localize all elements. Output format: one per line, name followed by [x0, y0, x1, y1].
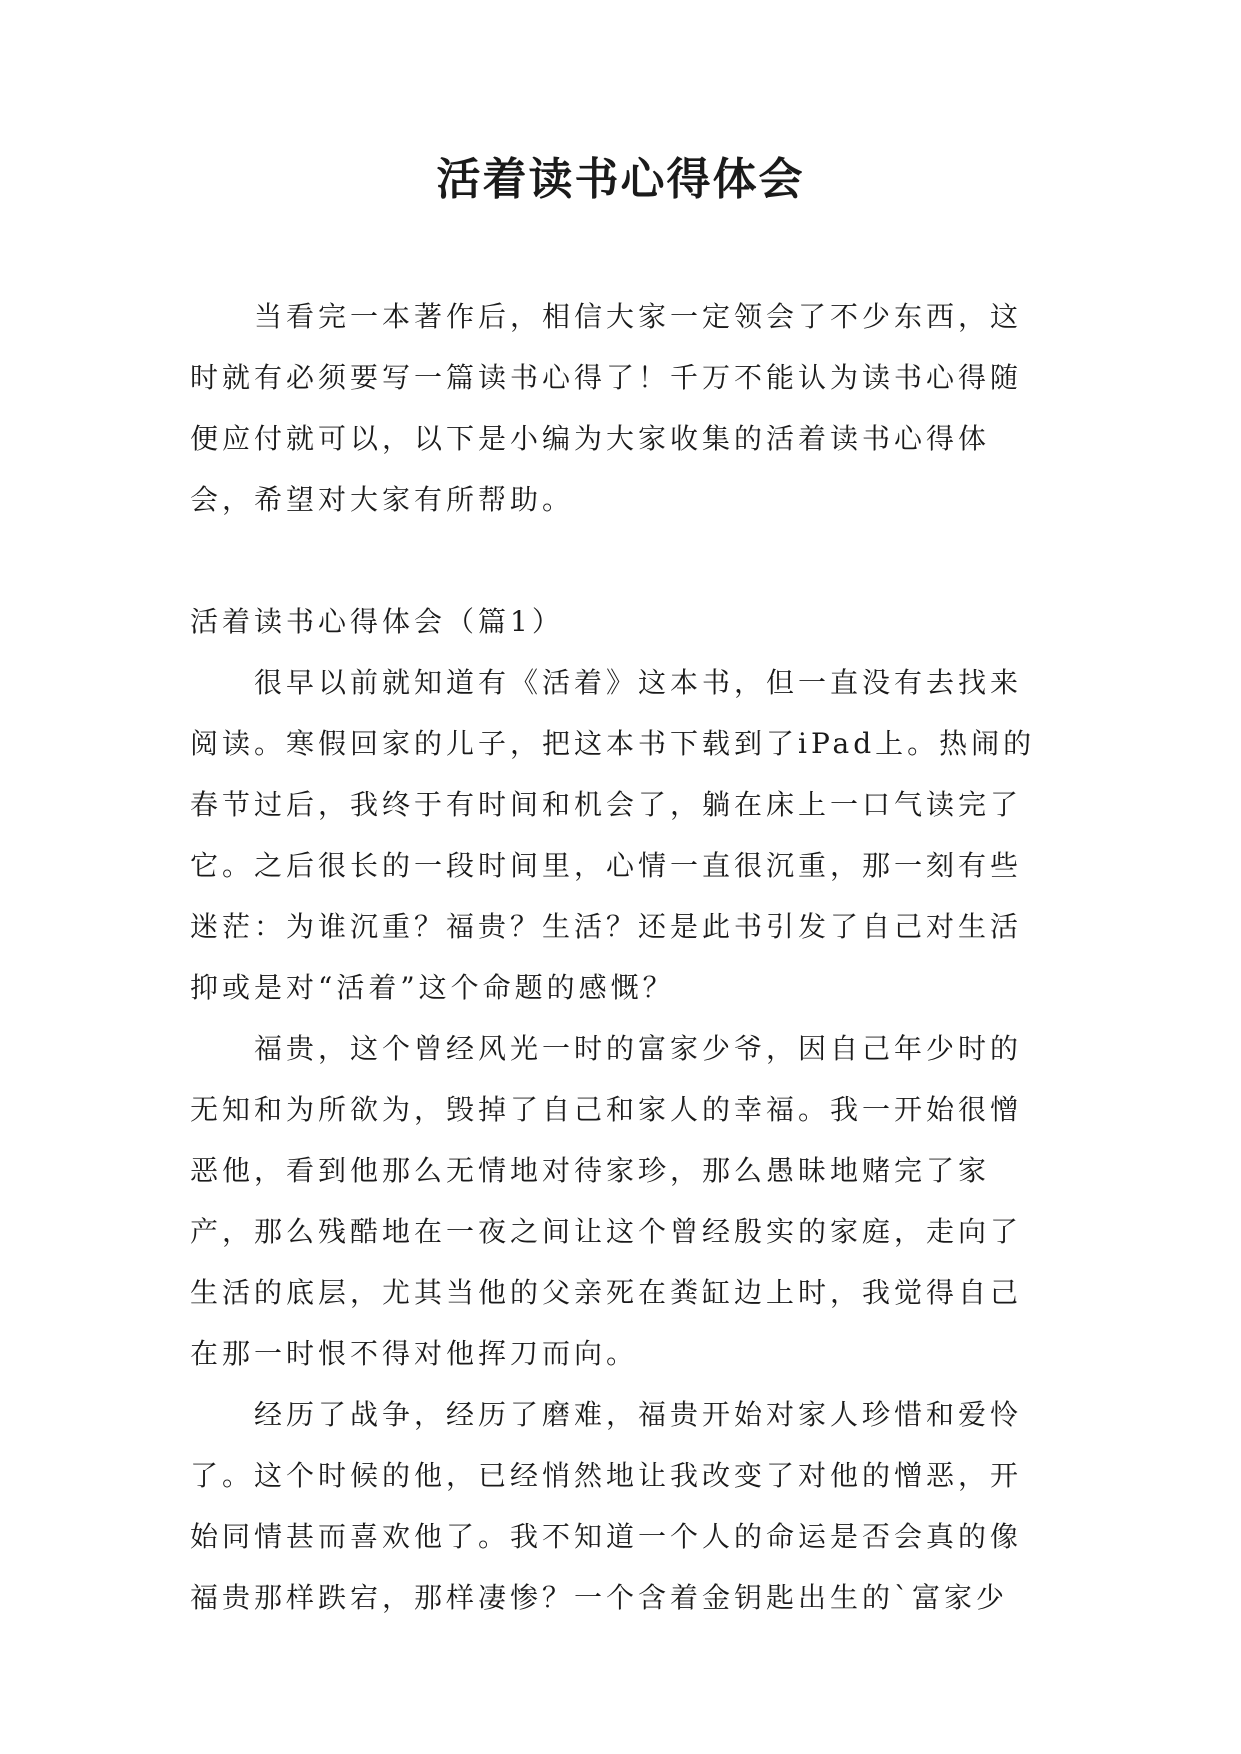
intro-paragraph: 当看完一本著作后，相信大家一定领会了不少东西，这时就有必须要写一篇读书心得了！千万不能认为读书心得随便应付就可以，以下是小编为大家收集的活着读书心得体会，希望对大家有所帮助。: [190, 300, 1023, 516]
body-paragraph: 福贵，这个曾经风光一时的富家少爷，因自己年少时的无知和为所欲为，毁掉了自己和家人的幸福。我一开始很憎恶他，看到他那么无情地对待家珍，那么愚昧地赌完了家产，那么残酷地在一夜之间让这个曾经殷实的家庭，走向了生活的底层，尤其当他的父亲死在粪缸边上时，我觉得自己在那一时恨不得对他挥刀而向。: [190, 1032, 1023, 1370]
body-paragraph: 很早以前就知道有《活着》这本书，但一直没有去找来阅读。寒假回家的儿子，把这本书下载到了iPad上。热闹的春节过后，我终于有时间和机会了，躺在床上一口气读完了它。之后很长的一段时间里，心情一直很沉重，那一刻有些迷茫：为谁沉重？福贵？生活？还是此书引发了自己对生活抑或是对“活着”这个命题的感慨？: [190, 666, 1036, 1004]
document-body: [190, 286, 1052, 1628]
section-heading: 活着读书心得体会（篇1）: [190, 605, 564, 638]
body-paragraph: 经历了战争，经历了磨难，福贵开始对家人珍惜和爱怜了。这个时候的他，已经悄然地让我改变了对他的憎恶，开始同情甚而喜欢他了。我不知道一个人的命运是否会真的像福贵那样跌宕，那样凄惨？一个含着金钥匙出生的`富家少: [190, 1398, 1023, 1614]
paragraph-spacer: [190, 530, 1052, 591]
document-title: 活着读书心得体会: [436, 154, 805, 205]
